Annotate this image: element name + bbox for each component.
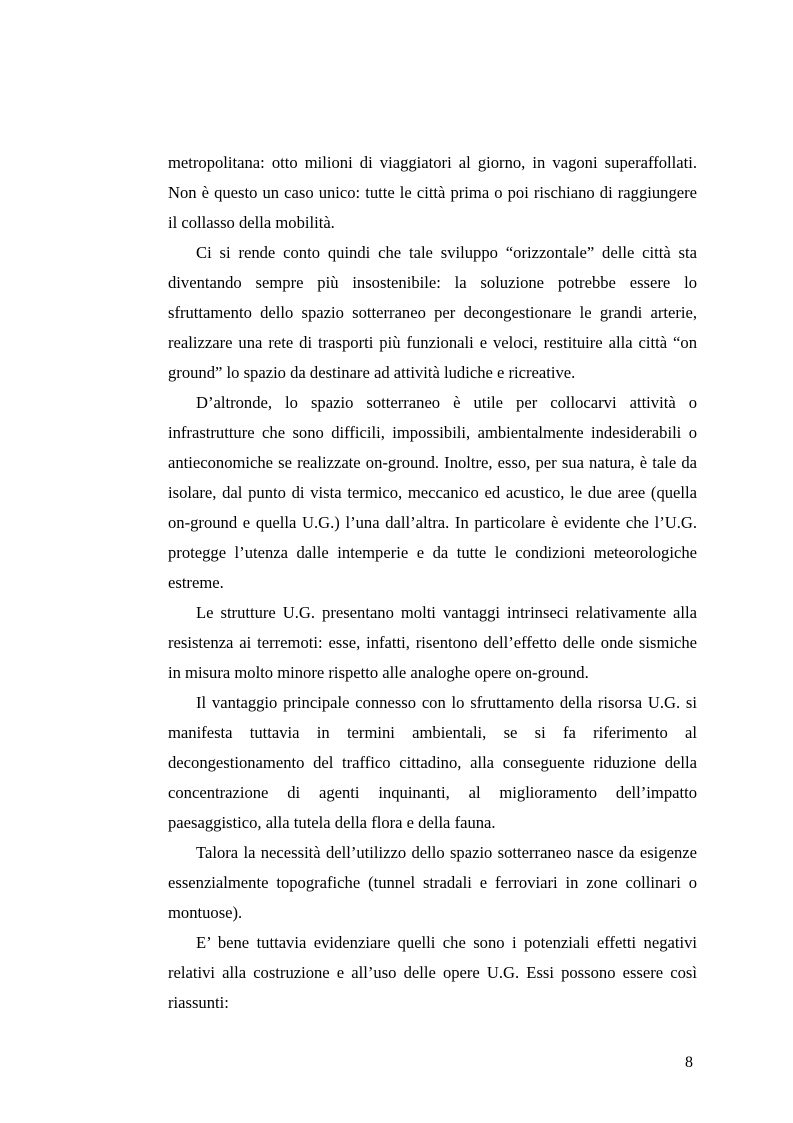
page-body	[168, 148, 697, 1018]
paragraph-7: E’ bene tuttavia evidenziare quelli che sono i potenziali effetti negativi relativi alla costruzione e all’uso delle opere U.G. Essi possono essere così riassunti:	[168, 933, 697, 1012]
paragraph-1: metropolitana: otto milioni di viaggiatori al giorno, in vagoni superaffollati. Non è questo un caso unico: tutte le città prima o poi rischiano di raggiungere il collasso della mobilità.	[168, 153, 697, 232]
paragraph-6: Talora la necessità dell’utilizzo dello spazio sotterraneo nasce da esigenze essenzialmente topografiche (tunnel stradali e ferroviari in zone collinari o montuose).	[168, 843, 697, 922]
paragraph-5: Il vantaggio principale connesso con lo sfruttamento della risorsa U.G. si manifesta tuttavia in termini ambientali, se si fa riferimento al decongestionamento del traffico cittadino, alla conseguente riduzione della concentrazione di agenti inquinanti, al miglioramento dell’impatto paesaggistico, alla tutela della flora e della fauna.	[168, 693, 697, 832]
paragraph-3: D’altronde, lo spazio sotterraneo è utile per collocarvi attività o infrastrutture che sono difficili, impossibili, ambientalmente indesiderabili o antieconomiche se realizzate on-ground. Inoltre, esso, per sua natura, è tale da isolare, dal punto di vista termico, meccanico ed acustico, le due aree (quella on-ground e quella U.G.) l’una dall’altra. In particolare è evidente che l’U.G. protegge l’utenza dalle intemperie e da tutte le condizioni meteorologiche estreme.	[168, 393, 697, 592]
paragraph-2: Ci si rende conto quindi che tale sviluppo “orizzontale” delle città sta diventando sempre più insostenibile: la soluzione potrebbe essere lo sfruttamento dello spazio sotterraneo per decongestionare le grandi arterie, realizzare una rete di trasporti più funzionali e veloci, restituire alla città “on ground” lo spazio da destinare ad attività ludiche e ricreative.	[168, 243, 697, 382]
paragraph-4: Le strutture U.G. presentano molti vantaggi intrinseci relativamente alla resistenza ai terremoti: esse, infatti, risentono dell’effetto delle onde sismiche in misura molto minore rispetto alle analoghe opere on-ground.	[168, 603, 697, 682]
page-number: 8	[685, 1054, 693, 1071]
